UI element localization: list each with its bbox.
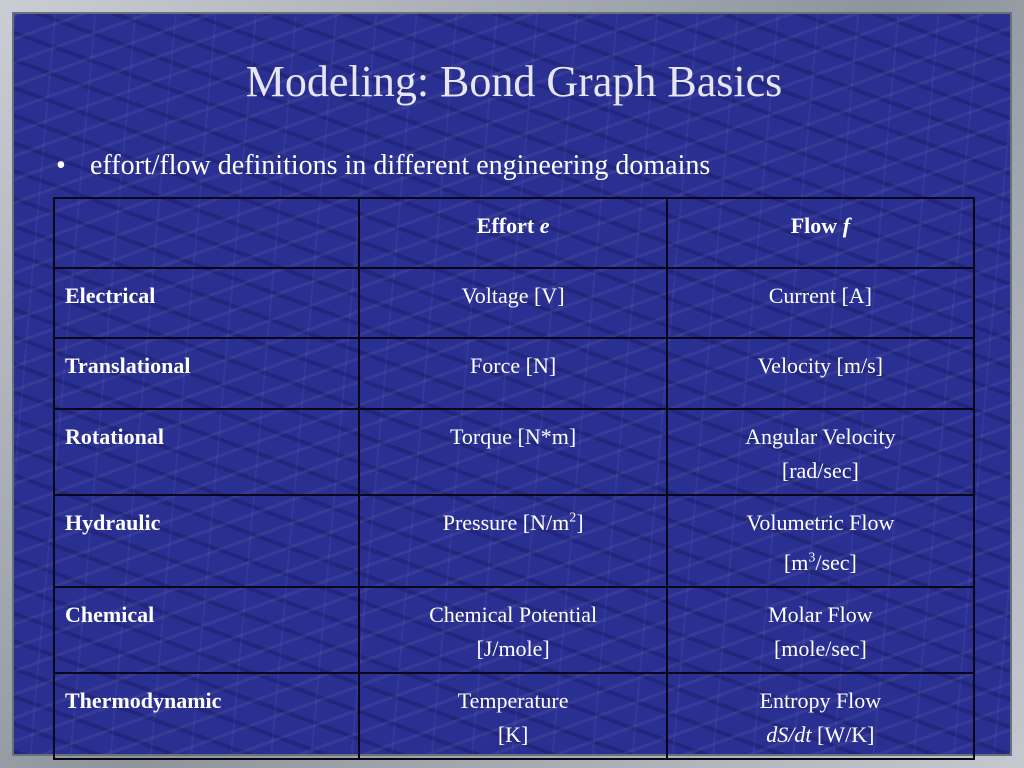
effort-line-2: [K] [497,722,529,747]
flow-line-1: Angular Velocity [745,424,896,449]
slide [12,12,1012,756]
domain-cell: Hydraulic [54,495,359,587]
flow-unit-end: /sec] [815,550,857,575]
header-effort-label: Effort [476,213,535,238]
effort-flow-table [53,197,975,760]
table-row [54,495,974,587]
effort-cell [359,587,666,673]
header-effort-cell [359,198,666,268]
header-effort-symbol: e [539,213,550,238]
effort-text: Pressure [N/m [442,510,570,535]
flow-cell [667,409,974,495]
table-header-row [54,198,974,268]
flow-line-2 [678,718,963,752]
flow-cell [667,673,974,759]
table-row [54,673,974,759]
domain-cell: Electrical [54,268,359,338]
effort-line-1: Chemical Potential [429,602,598,627]
flow-derivative: dS/dt [766,722,812,747]
flow-exponent: 3 [808,550,816,566]
domain-cell: Chemical [54,587,359,673]
header-flow-symbol: f [842,213,851,238]
effort-line-1: Temperature [457,688,569,713]
flow-cell: Current [A] [667,268,974,338]
flow-line-2: [mole/sec] [773,636,867,661]
header-flow-cell [667,198,974,268]
flow-cell [667,587,974,673]
effort-cell [359,673,666,759]
bullet-item [56,148,710,184]
effort-exponent: 2 [569,510,577,526]
header-flow-label: Flow [790,213,838,238]
effort-cell: Voltage [V] [359,268,666,338]
domain-cell: Thermodynamic [54,673,359,759]
table-row [54,409,974,495]
flow-line-2 [678,546,963,580]
effort-cell: Torque [N*m] [359,409,666,495]
effort-cell: Force [N] [359,338,666,409]
table-row [54,587,974,673]
header-empty-cell [54,198,359,268]
effort-cell [359,495,666,587]
slide-title: Modeling: Bond Graph Basics [245,57,783,106]
effort-text-end: ] [576,510,584,535]
flow-line-1: Volumetric Flow [746,510,895,535]
bullet-text: effort/flow definitions in different engineering domains [90,150,711,181]
flow-line-1: Molar Flow [768,602,873,627]
table-row [54,338,974,409]
bullet-symbol: • [56,150,66,181]
table-row [54,268,974,338]
domain-cell: Translational [54,338,359,409]
flow-unit: [W/K] [811,722,875,747]
flow-cell: Velocity [m/s] [667,338,974,409]
flow-line-1: Entropy Flow [759,688,882,713]
flow-unit-start: [m [783,550,809,575]
flow-line-2: [rad/sec] [781,458,859,483]
domain-cell: Rotational [54,409,359,495]
effort-line-2: [J/mole] [476,636,550,661]
flow-cell [667,495,974,587]
